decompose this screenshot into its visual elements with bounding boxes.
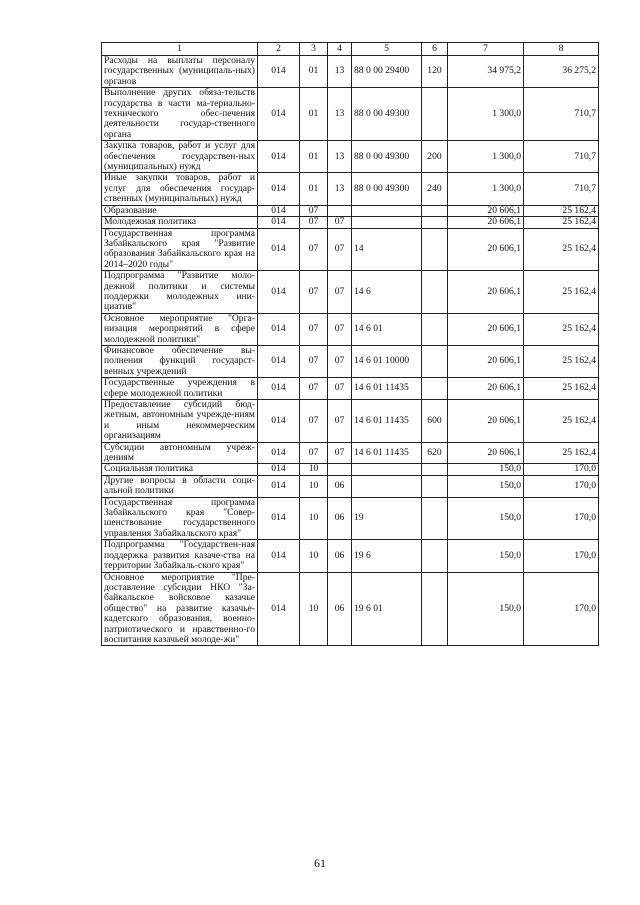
- table-row: [102, 228, 599, 271]
- table-row: [102, 205, 599, 216]
- amount-year2-cell: 170,0: [524, 497, 599, 540]
- amount-year1-cell: 150,0: [448, 497, 524, 540]
- subsection-cell: 07: [328, 400, 352, 443]
- admin-code-cell: 014: [258, 88, 300, 141]
- amount-year1-cell: 34 975,2: [448, 56, 524, 88]
- expense-type-cell: [422, 464, 448, 475]
- amount-year1-cell: 20 606,1: [448, 205, 524, 216]
- section-cell: 07: [300, 217, 328, 228]
- row-name-cell: Иные закупки товаров, работ и услуг для обеспечения государ-ственных (муниципальных) нужд: [102, 173, 258, 205]
- amount-year1-cell: 20 606,1: [448, 228, 524, 271]
- amount-year1-cell: 150,0: [448, 572, 524, 646]
- table-row: [102, 141, 599, 173]
- expense-type-cell: [422, 271, 448, 314]
- target-article-cell: 14 6 01 11435: [352, 378, 422, 400]
- admin-code-cell: 014: [258, 464, 300, 475]
- section-cell: 10: [300, 497, 328, 540]
- amount-year2-cell: 25 162,4: [524, 271, 599, 314]
- subsection-cell: 13: [328, 141, 352, 173]
- admin-code-cell: 014: [258, 572, 300, 646]
- amount-year1-cell: 1 300,0: [448, 88, 524, 141]
- amount-year2-cell: 25 162,4: [524, 217, 599, 228]
- row-name-cell: Государственная программа Забайкальского края "Совер-шенствование государственного управления Забайкальского края": [102, 497, 258, 540]
- target-article-cell: 88 0 00 49300: [352, 173, 422, 205]
- admin-code-cell: 014: [258, 345, 300, 377]
- admin-code-cell: 014: [258, 378, 300, 400]
- admin-code-cell: 014: [258, 271, 300, 314]
- target-article-cell: 19 6: [352, 540, 422, 572]
- expense-type-cell: [422, 475, 448, 497]
- section-cell: 07: [300, 345, 328, 377]
- subsection-cell: 13: [328, 173, 352, 205]
- table-row: [102, 442, 599, 464]
- expense-type-cell: [422, 572, 448, 646]
- expense-type-cell: 120: [422, 56, 448, 88]
- amount-year1-cell: 20 606,1: [448, 217, 524, 228]
- row-name-cell: Подпрограмма "Государствен-ная поддержка развития казаче-ства на территории Забайкаль-ского края": [102, 540, 258, 572]
- expense-type-cell: 600: [422, 400, 448, 443]
- amount-year1-cell: 150,0: [448, 464, 524, 475]
- amount-year1-cell: 20 606,1: [448, 378, 524, 400]
- column-header: 8: [524, 43, 599, 56]
- column-header: 2: [258, 43, 300, 56]
- amount-year1-cell: 150,0: [448, 540, 524, 572]
- table-row: [102, 313, 599, 345]
- table-row: [102, 400, 599, 443]
- subsection-cell: 07: [328, 442, 352, 464]
- row-name-cell: Социальная политика: [102, 464, 258, 475]
- row-name-cell: Молодежная политика: [102, 217, 258, 228]
- expense-type-cell: [422, 497, 448, 540]
- section-cell: 01: [300, 141, 328, 173]
- table-row: [102, 464, 599, 475]
- section-cell: 07: [300, 205, 328, 216]
- amount-year2-cell: 170,0: [524, 475, 599, 497]
- row-name-cell: Выполнение других обяза-тельств государства в части ма-териально-технического обес-печения деятельности государ-ственного органа: [102, 88, 258, 141]
- expense-type-cell: 200: [422, 141, 448, 173]
- amount-year1-cell: 1 300,0: [448, 141, 524, 173]
- admin-code-cell: 014: [258, 141, 300, 173]
- amount-year2-cell: 25 162,4: [524, 313, 599, 345]
- table-row: [102, 378, 599, 400]
- amount-year2-cell: 25 162,4: [524, 442, 599, 464]
- page-number: 61: [314, 856, 326, 870]
- subsection-cell: 06: [328, 475, 352, 497]
- expense-type-cell: [422, 378, 448, 400]
- section-cell: 07: [300, 271, 328, 314]
- amount-year2-cell: 25 162,4: [524, 378, 599, 400]
- admin-code-cell: 014: [258, 205, 300, 216]
- column-header: 6: [422, 43, 448, 56]
- table-header-row: [102, 43, 599, 56]
- admin-code-cell: 014: [258, 540, 300, 572]
- section-cell: 10: [300, 464, 328, 475]
- table-row: [102, 56, 599, 88]
- amount-year1-cell: 20 606,1: [448, 313, 524, 345]
- subsection-cell: 07: [328, 228, 352, 271]
- amount-year2-cell: 170,0: [524, 572, 599, 646]
- target-article-cell: [352, 475, 422, 497]
- expense-type-cell: [422, 313, 448, 345]
- row-name-cell: Государственные учреждения в сфере молодежной политики: [102, 378, 258, 400]
- section-cell: 07: [300, 313, 328, 345]
- admin-code-cell: 014: [258, 400, 300, 443]
- section-cell: 07: [300, 442, 328, 464]
- target-article-cell: [352, 464, 422, 475]
- target-article-cell: 14: [352, 228, 422, 271]
- row-name-cell: Субсидии автономным учреж-дениям: [102, 442, 258, 464]
- column-header: 3: [300, 43, 328, 56]
- table-row: [102, 217, 599, 228]
- target-article-cell: 19 6 01: [352, 572, 422, 646]
- row-name-cell: Основное мероприятие "Пре-доставление субсидии НКО "За-байкальское войсковое казачье общество" на развитие казачье-кадетского образования, военно-патриотического и нравственно-го воспитания казачьей молоде-жи": [102, 572, 258, 646]
- section-cell: 01: [300, 173, 328, 205]
- target-article-cell: 14 6 01 10000: [352, 345, 422, 377]
- section-cell: 10: [300, 540, 328, 572]
- subsection-cell: 13: [328, 88, 352, 141]
- target-article-cell: 14 6 01 11435: [352, 442, 422, 464]
- amount-year2-cell: 25 162,4: [524, 228, 599, 271]
- row-name-cell: Подпрограмма "Развитие моло-дежной политики и системы поддержки молодежных ини-циатив": [102, 271, 258, 314]
- subsection-cell: 07: [328, 313, 352, 345]
- section-cell: 07: [300, 400, 328, 443]
- subsection-cell: 07: [328, 271, 352, 314]
- amount-year2-cell: 36 275,2: [524, 56, 599, 88]
- target-article-cell: 88 0 00 49300: [352, 88, 422, 141]
- amount-year2-cell: 25 162,4: [524, 205, 599, 216]
- table-row: [102, 88, 599, 141]
- subsection-cell: 06: [328, 540, 352, 572]
- amount-year2-cell: 170,0: [524, 540, 599, 572]
- table-row: [102, 345, 599, 377]
- section-cell: 01: [300, 56, 328, 88]
- row-name-cell: Другие вопросы в области соци-альной политики: [102, 475, 258, 497]
- column-header: 7: [448, 43, 524, 56]
- amount-year2-cell: 170,0: [524, 464, 599, 475]
- table-row: [102, 540, 599, 572]
- amount-year2-cell: 710,7: [524, 88, 599, 141]
- table-row: [102, 572, 599, 646]
- amount-year2-cell: 25 162,4: [524, 345, 599, 377]
- subsection-cell: [328, 205, 352, 216]
- expense-type-cell: [422, 217, 448, 228]
- target-article-cell: [352, 205, 422, 216]
- amount-year2-cell: 25 162,4: [524, 400, 599, 443]
- row-name-cell: Закупка товаров, работ и услуг для обеспечения государствен-ных (муниципальных) нужд: [102, 141, 258, 173]
- section-cell: 07: [300, 378, 328, 400]
- amount-year1-cell: 1 300,0: [448, 173, 524, 205]
- subsection-cell: 07: [328, 345, 352, 377]
- amount-year1-cell: 150,0: [448, 475, 524, 497]
- expense-type-cell: [422, 345, 448, 377]
- subsection-cell: 07: [328, 217, 352, 228]
- target-article-cell: 88 0 00 29400: [352, 56, 422, 88]
- target-article-cell: 14 6 01 11435: [352, 400, 422, 443]
- admin-code-cell: 014: [258, 173, 300, 205]
- target-article-cell: 19: [352, 497, 422, 540]
- target-article-cell: 14 6: [352, 271, 422, 314]
- admin-code-cell: 014: [258, 497, 300, 540]
- admin-code-cell: 014: [258, 313, 300, 345]
- amount-year1-cell: 20 606,1: [448, 442, 524, 464]
- row-name-cell: Финансовое обеспечение вы-полнения функций государст-венных учреждений: [102, 345, 258, 377]
- admin-code-cell: 014: [258, 228, 300, 271]
- table-row: [102, 497, 599, 540]
- expense-type-cell: [422, 88, 448, 141]
- row-name-cell: Предоставление субсидий бюд-жетным, автономным учрежде-ниям и иным некоммерческим организациям: [102, 400, 258, 443]
- expense-type-cell: [422, 228, 448, 271]
- expense-type-cell: [422, 205, 448, 216]
- admin-code-cell: 014: [258, 56, 300, 88]
- expense-type-cell: 620: [422, 442, 448, 464]
- expense-type-cell: 240: [422, 173, 448, 205]
- target-article-cell: 88 0 00 49300: [352, 141, 422, 173]
- table-row: [102, 475, 599, 497]
- admin-code-cell: 014: [258, 217, 300, 228]
- target-article-cell: 14 6 01: [352, 313, 422, 345]
- column-header: 5: [352, 43, 422, 56]
- section-cell: 01: [300, 88, 328, 141]
- amount-year2-cell: 710,7: [524, 141, 599, 173]
- amount-year2-cell: 710,7: [524, 173, 599, 205]
- admin-code-cell: 014: [258, 442, 300, 464]
- section-cell: 07: [300, 228, 328, 271]
- expense-type-cell: [422, 540, 448, 572]
- row-name-cell: Государственная программа Забайкальского края "Развитие образования Забайкальского края на 2014–2020 годы": [102, 228, 258, 271]
- column-header: 4: [328, 43, 352, 56]
- subsection-cell: 07: [328, 378, 352, 400]
- subsection-cell: 13: [328, 56, 352, 88]
- row-name-cell: Образование: [102, 205, 258, 216]
- subsection-cell: [328, 464, 352, 475]
- section-cell: 10: [300, 475, 328, 497]
- amount-year1-cell: 20 606,1: [448, 400, 524, 443]
- section-cell: 10: [300, 572, 328, 646]
- row-name-cell: Расходы на выплаты персоналу государственных (муниципаль-ных) органов: [102, 56, 258, 88]
- subsection-cell: 06: [328, 497, 352, 540]
- target-article-cell: [352, 217, 422, 228]
- row-name-cell: Основное мероприятие "Орга-низация мероприятий в сфере молодежной политики": [102, 313, 258, 345]
- table-row: [102, 173, 599, 205]
- admin-code-cell: 014: [258, 475, 300, 497]
- subsection-cell: 06: [328, 572, 352, 646]
- table-row: [102, 271, 599, 314]
- budget-table: [101, 42, 599, 646]
- column-header: 1: [102, 43, 258, 56]
- amount-year1-cell: 20 606,1: [448, 271, 524, 314]
- amount-year1-cell: 20 606,1: [448, 345, 524, 377]
